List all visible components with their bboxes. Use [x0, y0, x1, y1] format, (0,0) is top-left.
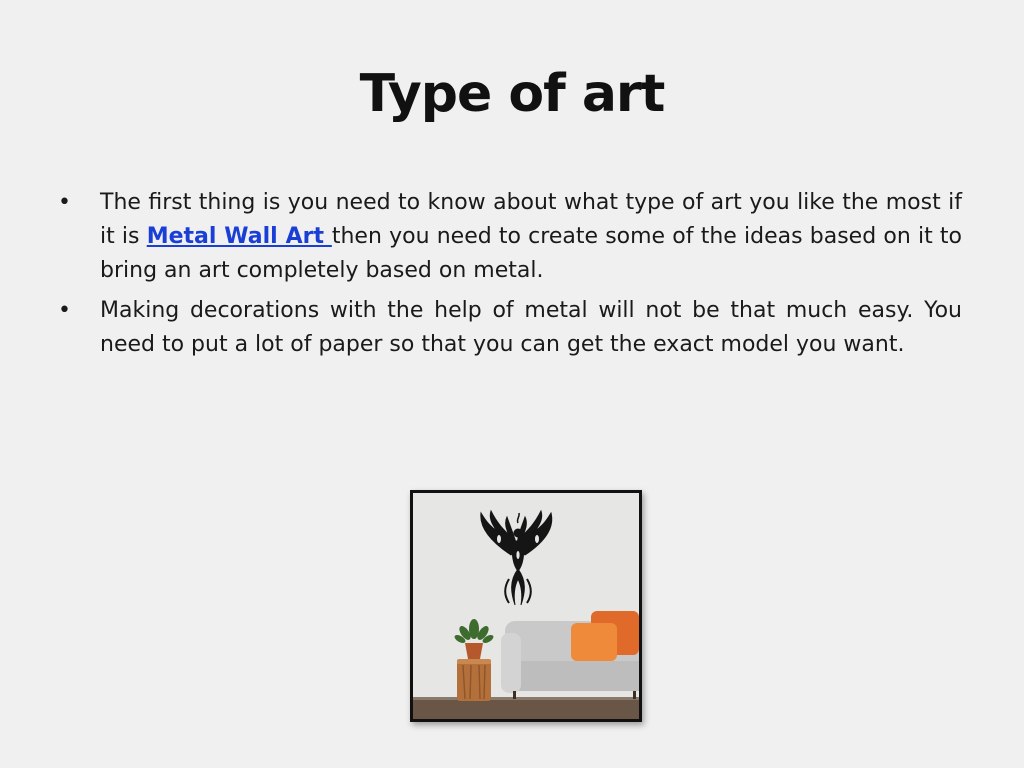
bullet-1-text-before: The first thing is you need to know about what type of art you like the most if it is [100, 190, 962, 249]
bullet-marker: • [58, 298, 71, 323]
phoenix-wall-art-icon [413, 493, 639, 719]
bullet-2-text: Making decorations with the help of metal will not be that much easy. You need to put a lot of paper so that you can get the exact model you want. [100, 298, 962, 357]
metal-wall-art-photo [410, 490, 642, 722]
bullet-item-1 [56, 186, 962, 288]
metal-wall-art-link[interactable]: Metal Wall Art [146, 224, 332, 249]
bullet-list [56, 186, 962, 368]
bullet-marker: • [58, 190, 71, 215]
bullet-item-2 [56, 294, 962, 362]
slide-title: Type of art [359, 64, 665, 124]
bullet-1-text-after: then you need to create some of the ideas based on it to bring an art completely based on metal. [100, 224, 962, 283]
